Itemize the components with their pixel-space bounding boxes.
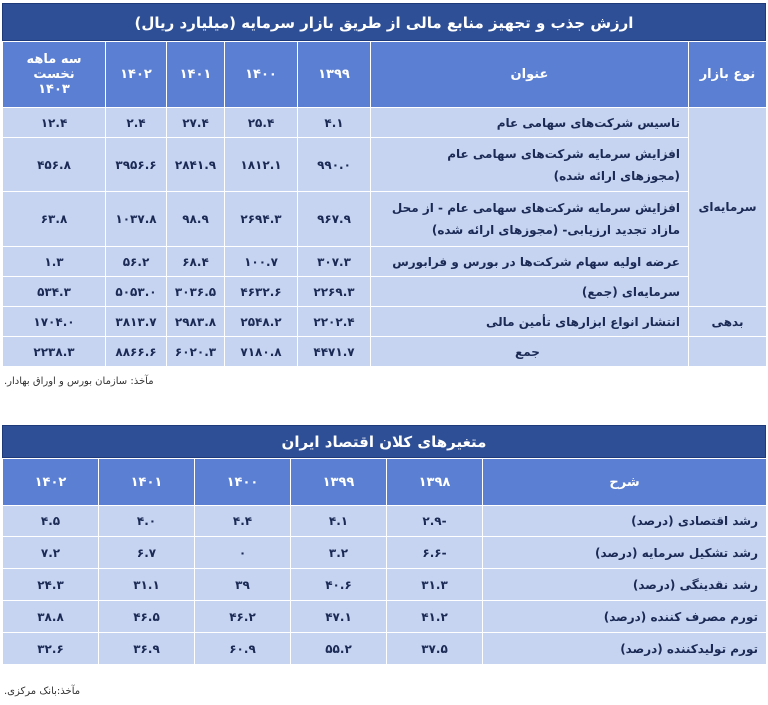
row-title: تاسیس شرکت‌های سهامی عام xyxy=(371,108,689,138)
header-1400: ۱۴۰۰ xyxy=(195,459,291,506)
header-1402: ۱۴۰۲ xyxy=(3,459,99,506)
row-title xyxy=(371,138,689,192)
cell-1403: ۱۷۰۴.۰ xyxy=(3,307,106,337)
header-1401: ۱۴۰۱ xyxy=(99,459,195,506)
table-row xyxy=(3,569,767,601)
market-capital-cell: سرمایه‌ای xyxy=(689,108,767,307)
table-row xyxy=(3,506,767,537)
table2-source: مآخذ:بانک مرکزی. xyxy=(4,686,81,697)
header-1398: ۱۳۹۸ xyxy=(387,459,483,506)
cell-1400: ۴.۴ xyxy=(195,506,291,537)
cell-1403: ۴۵۶.۸ xyxy=(3,138,106,192)
header-1403-line1: سه ماهه نخست xyxy=(26,52,82,82)
cell-1400: ۴۶۳۲.۶ xyxy=(225,277,298,307)
cell-1399: ۵۵.۲ xyxy=(291,633,387,665)
header-1399: ۱۳۹۹ xyxy=(291,459,387,506)
cell-1401: ۶۸.۴ xyxy=(167,247,225,277)
cell-1402: ۳۹۵۶.۶ xyxy=(106,138,167,192)
capital-market-table xyxy=(2,41,767,367)
table1-header-row xyxy=(3,42,767,108)
row-title-line1: افزایش سرمایه شرکت‌های سهامی عام - از محل xyxy=(391,201,680,215)
cell-1401: ۳۶.۹ xyxy=(99,633,195,665)
cell-1400: ۳۹ xyxy=(195,569,291,601)
macro-table xyxy=(2,458,767,665)
table-row xyxy=(3,537,767,569)
cell-1399: ۲۲۰۲.۴ xyxy=(298,307,371,337)
table1-source: مآخذ: سازمان بورس و اوراق بهادار. xyxy=(4,376,154,387)
cell-1399: ۴.۱ xyxy=(298,108,371,138)
cell-1401: ۲۹۸۳.۸ xyxy=(167,307,225,337)
cell-1402: ۵۶.۲ xyxy=(106,247,167,277)
cell-1403: ۵۳۴.۳ xyxy=(3,277,106,307)
cell-1403: ۱۲.۴ xyxy=(3,108,106,138)
header-1401: ۱۴۰۱ xyxy=(167,42,225,108)
cell-1400: ۱۰۰.۷ xyxy=(225,247,298,277)
header-1403-line2: ۱۴۰۳ xyxy=(38,82,70,97)
table-row xyxy=(3,307,767,337)
cell-1400: ۴۶.۲ xyxy=(195,601,291,633)
header-desc: شرح xyxy=(483,459,767,506)
row-title: تورم تولیدکننده (درصد) xyxy=(483,633,767,665)
cell-1398: -۶.۶ xyxy=(387,537,483,569)
cell-1402: ۱۰۳۷.۸ xyxy=(106,192,167,247)
cell-1402: ۳۸.۸ xyxy=(3,601,99,633)
row-title: انتشار انواع ابزارهای تأمین مالی xyxy=(371,307,689,337)
cell-1402: ۳۸۱۳.۷ xyxy=(106,307,167,337)
cell-1400: ۲۵.۴ xyxy=(225,108,298,138)
cell-1399: ۹۶۷.۹ xyxy=(298,192,371,247)
cell-1403: ۶۳.۸ xyxy=(3,192,106,247)
header-1403-q1 xyxy=(3,42,106,108)
table2-title: متغیرهای کلان اقتصاد ایران xyxy=(2,425,766,458)
row-title: تورم مصرف کننده (درصد) xyxy=(483,601,767,633)
row-title xyxy=(371,192,689,247)
cell-1401: ۴۶.۵ xyxy=(99,601,195,633)
table1-title: ارزش جذب و تجهیز منابع مالی از طریق بازار سرمایه (میلیارد ریال) xyxy=(2,3,766,41)
cell-1399: ۴۷.۱ xyxy=(291,601,387,633)
cell-1401: ۲۸۴۱.۹ xyxy=(167,138,225,192)
cell-1401: ۶.۷ xyxy=(99,537,195,569)
cell-1400: ۲۶۹۴.۳ xyxy=(225,192,298,247)
cell-1398: ۴۱.۲ xyxy=(387,601,483,633)
row-title-line2: مازاد تجدید ارزیابی- (مجوزهای ارائه شده) xyxy=(431,223,680,237)
cell-1400: ۰ xyxy=(195,537,291,569)
header-1402: ۱۴۰۲ xyxy=(106,42,167,108)
cell-1402: ۳۲.۶ xyxy=(3,633,99,665)
table-row xyxy=(3,108,767,138)
cell-1399: ۲۲۶۹.۳ xyxy=(298,277,371,307)
cell-1398: ۳۱.۳ xyxy=(387,569,483,601)
market-debt-cell: بدهی xyxy=(689,307,767,337)
table-row xyxy=(3,138,767,192)
cell-1399: ۹۹۰.۰ xyxy=(298,138,371,192)
cell-1403: ۱.۳ xyxy=(3,247,106,277)
cell-1402: ۸۸۶۶.۶ xyxy=(106,337,167,367)
row-title: عرضه اولیه سهام شرکت‌ها در بورس و فرابورس xyxy=(371,247,689,277)
cell-1400: ۲۵۴۸.۲ xyxy=(225,307,298,337)
macro-table-block xyxy=(2,425,766,665)
row-title: رشد اقتصادی (درصد) xyxy=(483,506,767,537)
row-title: جمع xyxy=(371,337,689,367)
cell-1402: ۷.۲ xyxy=(3,537,99,569)
row-title: رشد نقدینگی (درصد) xyxy=(483,569,767,601)
cell-1402: ۴.۵ xyxy=(3,506,99,537)
total-market-cell xyxy=(689,337,767,367)
cell-1402: ۵۰۵۳.۰ xyxy=(106,277,167,307)
cell-1401: ۳۰۳۶.۵ xyxy=(167,277,225,307)
cell-1399: ۴۰.۶ xyxy=(291,569,387,601)
capital-market-table-block xyxy=(2,3,766,367)
cell-1399: ۳.۲ xyxy=(291,537,387,569)
cell-1398: ۳۷.۵ xyxy=(387,633,483,665)
table-row xyxy=(3,337,767,367)
header-1400: ۱۴۰۰ xyxy=(225,42,298,108)
cell-1400: ۶۰.۹ xyxy=(195,633,291,665)
row-title-line1: افزایش سرمایه شرکت‌های سهامی عام xyxy=(447,146,680,161)
header-1399: ۱۳۹۹ xyxy=(298,42,371,108)
cell-1399: ۴.۱ xyxy=(291,506,387,537)
header-subject: عنوان xyxy=(371,42,689,108)
cell-1401: ۶۰۲۰.۳ xyxy=(167,337,225,367)
row-title: سرمایه‌ای (جمع) xyxy=(371,277,689,307)
row-title: رشد تشکیل سرمایه (درصد) xyxy=(483,537,767,569)
cell-1401: ۳۱.۱ xyxy=(99,569,195,601)
cell-1399: ۳۰۷.۳ xyxy=(298,247,371,277)
header-market-type: نوع بازار xyxy=(689,42,767,108)
table-row xyxy=(3,277,767,307)
cell-1400: ۱۸۱۲.۱ xyxy=(225,138,298,192)
table-row xyxy=(3,601,767,633)
cell-1401: ۲۷.۴ xyxy=(167,108,225,138)
cell-1401: ۴.۰ xyxy=(99,506,195,537)
cell-1402: ۲.۴ xyxy=(106,108,167,138)
table-row xyxy=(3,247,767,277)
cell-1403: ۲۲۳۸.۳ xyxy=(3,337,106,367)
row-title-line2: (مجوزهای ارائه شده) xyxy=(553,168,680,183)
cell-1400: ۷۱۸۰.۸ xyxy=(225,337,298,367)
cell-1402: ۲۴.۳ xyxy=(3,569,99,601)
cell-1401: ۹۸.۹ xyxy=(167,192,225,247)
cell-1399: ۴۴۷۱.۷ xyxy=(298,337,371,367)
table-row xyxy=(3,633,767,665)
table-row xyxy=(3,192,767,247)
table2-header-row xyxy=(3,459,767,506)
cell-1398: -۲.۹ xyxy=(387,506,483,537)
